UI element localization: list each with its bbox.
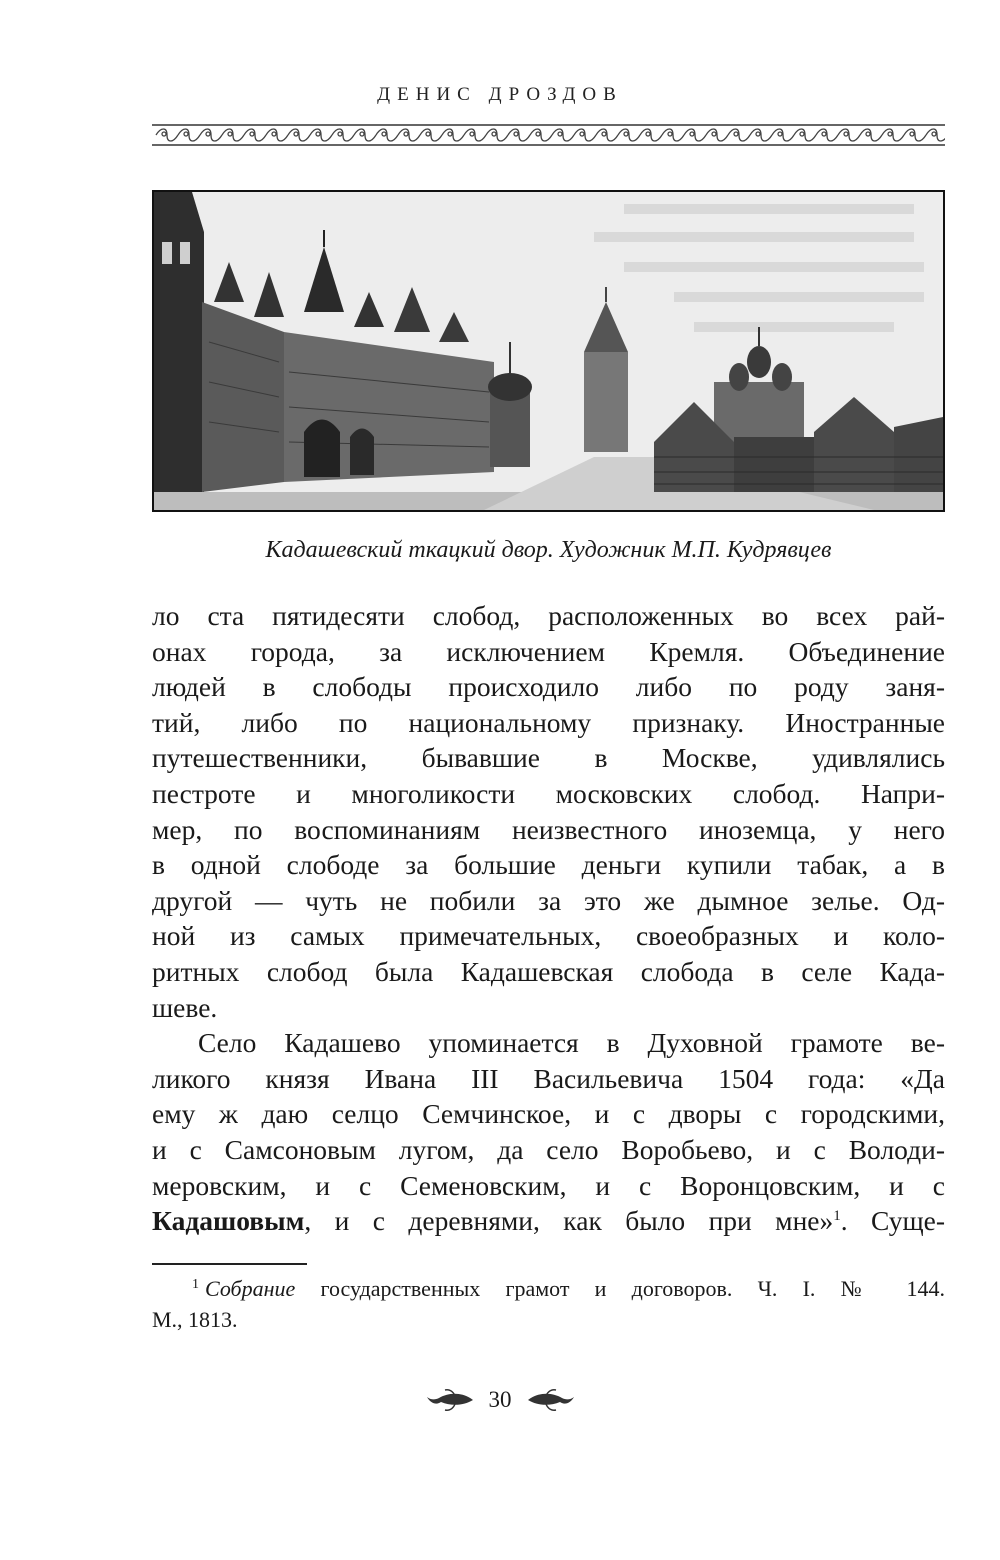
text-line: и с Самсоновым лугом, да село Воробьево, и с Володи-: [152, 1133, 945, 1165]
footnote-line-2: М., 1813.: [152, 1307, 238, 1332]
footnote: [152, 1273, 945, 1335]
footnote-ref: 1: [833, 1207, 841, 1224]
left-leaf-ornament-icon: [425, 1388, 475, 1412]
text-line: меровским, и с Семеновским, и с Воронцовским, и с: [152, 1169, 945, 1201]
page-folio: [0, 1382, 1000, 1418]
text-fragment: , и с деревнями, как было при мне»: [304, 1205, 834, 1237]
bold-place-name: Кадашовым: [152, 1205, 305, 1237]
text-line: ритных слобод была Кадашевская слобода в селе Када-: [152, 955, 945, 987]
text-line: ликого князя Ивана III Васильевича 1504 года: «Да: [152, 1062, 945, 1094]
text-line: мер, по воспоминаниям неизвестного иноземца, у него: [152, 813, 945, 845]
page-number: 30: [488, 1387, 512, 1412]
text-line: шеве.: [152, 991, 218, 1023]
text-line: в одной слободе за большие деньги купили табак, а в: [152, 849, 945, 881]
text-line: онах города, за исключением Кремля. Объединение: [152, 635, 945, 667]
figure-caption: Кадашевский ткацкий двор. Художник М.П. Кудрявцев: [265, 537, 832, 563]
footnote-rule: [152, 1263, 307, 1265]
text-line: Село Кадашево упоминается в Духовной грамоте ве-: [198, 1027, 945, 1059]
text-line: людей в слободы происходило либо по роду заня-: [152, 671, 945, 703]
text-line: ему ж даю селцо Семчинское, и с дворы с городскими,: [152, 1098, 945, 1130]
text-line: ной из самых примечательных, своеобразных и коло-: [152, 920, 945, 952]
text-line-last: [152, 1203, 945, 1239]
body-text: [152, 598, 945, 1239]
running-head-author: ДЕНИС ДРОЗДОВ: [377, 84, 623, 105]
footnote-text: государственных грамот и договоров. Ч. I. № 144.: [295, 1276, 945, 1301]
text-line: другой — чуть не побили за это же дымное зелье. Од-: [152, 884, 945, 916]
illustration-kadashevsky-court: [152, 190, 945, 512]
ornamental-rule: [152, 123, 945, 147]
text-line: путешественники, бывавшие в Москве, удивлялись: [152, 742, 945, 774]
text-fragment: . Суще-: [840, 1205, 945, 1237]
text-line: пестроте и многоликости московских слобод. Напри-: [152, 777, 945, 809]
footnote-number: 1: [192, 1276, 199, 1292]
text-line: ло ста пятидесяти слобод, расположенных во всех рай-: [152, 600, 945, 631]
footnote-line: [152, 1273, 945, 1304]
right-leaf-ornament-icon: [526, 1388, 576, 1412]
text-line: тий, либо по национальному признаку. Иностранные: [152, 706, 945, 738]
footnote-italic: Собрание: [205, 1276, 296, 1301]
